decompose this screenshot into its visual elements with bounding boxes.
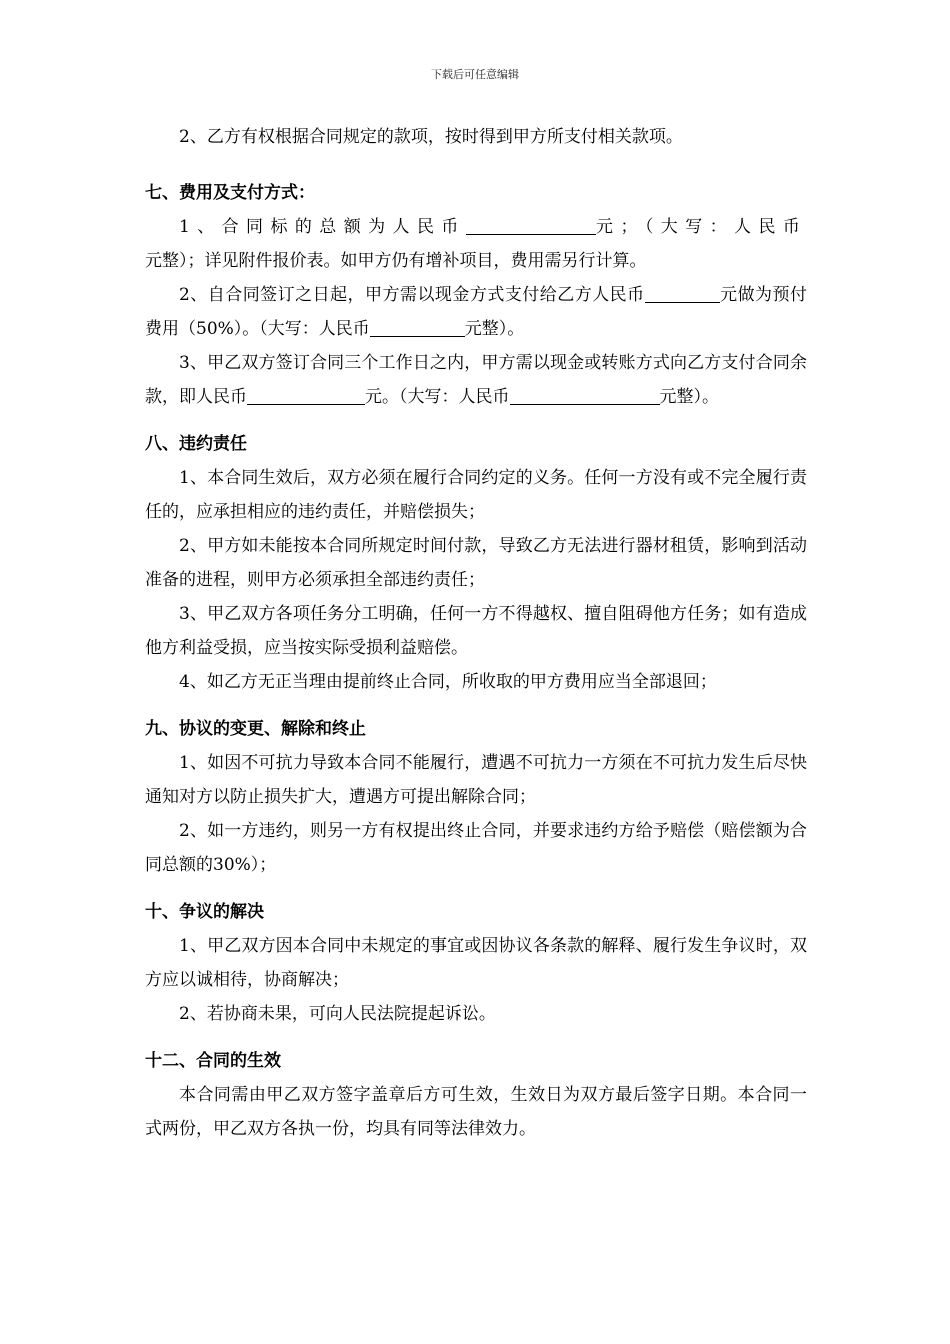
- sec8-item-3: 3、甲乙双方各项任务分工明确，任何一方不得越权、擅自阻碍他方任务；如有造成他方利益受损，应当按实际受损利益赔偿。: [145, 604, 807, 658]
- prepay-blank[interactable]: [645, 285, 720, 303]
- page-header: 下载后可任意编辑: [431, 68, 519, 81]
- sec7-item-2-a: 2、自合同签订之日起，甲方需以现金方式支付给乙方人民币: [179, 285, 645, 305]
- sec9-title: 九、协议的变更、解除和终止: [145, 719, 366, 739]
- sec10-title: 十、争议的解决: [145, 902, 264, 922]
- sec7-item-3-a: 3、甲乙双方签订合同三个工作日之内，甲方需以现金或转账方式向乙方支付合同余款，即人民币: [145, 353, 807, 407]
- sec7-item-2: [145, 278, 807, 346]
- sec8-item-4: 4、如乙方无正当理由提前终止合同，所收取的甲方费用应当全部退回；: [179, 672, 717, 692]
- sec7-item-1-c: 元整）；详见附件报价表。如甲方仍有增补项目，费用需另行计算。: [145, 251, 647, 271]
- sec9-item-2: 2、如一方违约，则另一方有权提出终止合同，并要求违约方给予赔偿（赔偿额为合同总额的30%）；: [145, 821, 807, 875]
- sec7-item-1-b: 元；（大写：人民币: [595, 217, 807, 237]
- sec12-paragraph: 本合同需由甲乙双方签字盖章后方可生效，生效日为双方最后签字日期。本合同一式两份，甲乙双方各执一份，均具有同等法律效力。: [145, 1085, 807, 1139]
- balance-words-blank[interactable]: [510, 387, 660, 405]
- sec7-item-1-a: 1、合同标的总额为人民币: [179, 217, 466, 237]
- sec10-item-2: 2、若协商未果，可向人民法院提起诉讼。: [179, 1004, 496, 1024]
- sec7-item-1: [145, 210, 807, 278]
- sec10-item-1: 1、甲乙双方因本合同中未规定的事宜或因协议各条款的解释、履行发生争议时，双方应以诚相待，协商解决；: [145, 936, 807, 990]
- amount-blank[interactable]: [466, 217, 596, 235]
- sec6-item-2: 2、乙方有权根据合同规定的款项，按时得到甲方所支付相关款项。: [179, 127, 683, 147]
- contract-body: [145, 120, 807, 1146]
- prepay-words-blank[interactable]: [370, 319, 465, 337]
- sec7-title: 七、费用及支付方式：: [145, 183, 315, 203]
- sec9-item-1: 1、如因不可抗力导致本合同不能履行，遭遇不可抗力一方须在不可抗力发生后尽快通知对方以防止损失扩大，遭遇方可提出解除合同；: [145, 753, 807, 807]
- sec12-title: 十二、合同的生效: [145, 1051, 281, 1071]
- sec7-item-2-b: 元做为预付费用（50%）。（大写：人民币: [145, 285, 807, 339]
- balance-blank[interactable]: [247, 387, 365, 405]
- sec7-item-2-c: 元整）。: [464, 319, 525, 339]
- sec8-item-2: 2、甲方如未能按本合同所规定时间付款，导致乙方无法进行器材租赁，影响到活动准备的进程，则甲方必须承担全部违约责任；: [145, 536, 807, 590]
- sec8-title: 八、违约责任: [145, 434, 247, 454]
- sec7-item-3-c: 元整）。: [659, 387, 719, 407]
- sec8-item-1: 1、本合同生效后，双方必须在履行合同约定的义务。任何一方没有或不完全履行责任的，应承担相应的违约责任，并赔偿损失；: [145, 468, 807, 522]
- sec7-item-3: [145, 346, 807, 414]
- sec7-item-3-b: 元。（大写：人民币: [365, 387, 510, 407]
